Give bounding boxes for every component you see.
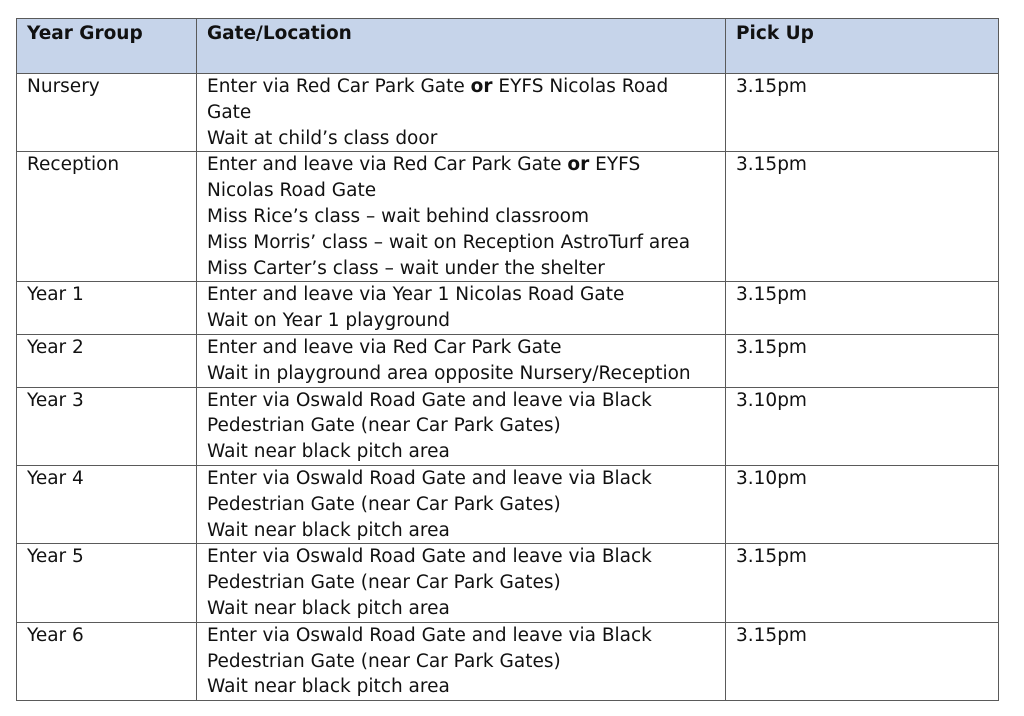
gate-line: Miss Morris’ class – wait on Reception AstroTurf area [207, 231, 691, 253]
table-row [17, 152, 999, 282]
gate-line: Wait at child’s class door [207, 127, 438, 149]
year-group-cell: Year 4 [17, 465, 197, 543]
gate-line: Miss Rice’s class – wait behind classroom [207, 205, 590, 227]
table-row [17, 622, 999, 700]
gate-line: Wait near black pitch area [207, 676, 450, 698]
header-year-group: Year Group [17, 19, 197, 74]
gate-line: Miss Carter’s class – wait under the shelter [207, 257, 605, 279]
year-group-cell: Year 5 [17, 544, 197, 622]
pick-up-cell: 3.10pm [726, 387, 999, 465]
gate-location-cell [197, 282, 726, 335]
pick-up-cell: 3.15pm [726, 282, 999, 335]
gate-line: Enter via Oswald Road Gate and leave via Black [207, 624, 652, 646]
gate-line: Enter and leave via Year 1 Nicolas Road Gate [207, 284, 625, 306]
pick-up-cell: 3.15pm [726, 544, 999, 622]
gate-line: Pedestrian Gate (near Car Park Gates) [207, 493, 561, 515]
gate-line: Wait near black pitch area [207, 519, 450, 541]
year-group-cell: Reception [17, 152, 197, 282]
gate-location-cell [197, 74, 726, 152]
year-group-cell: Year 3 [17, 387, 197, 465]
gate-line: Gate [207, 101, 252, 123]
gate-location-cell [197, 334, 726, 387]
gate-line: Pedestrian Gate (near Car Park Gates) [207, 572, 561, 594]
pick-up-cell: 3.15pm [726, 334, 999, 387]
gate-location-cell [197, 544, 726, 622]
gate-location-cell [197, 622, 726, 700]
gate-line: Wait on Year 1 playground [207, 310, 450, 332]
gate-line: Pedestrian Gate (near Car Park Gates) [207, 415, 561, 437]
gate-line: Enter and leave via Red Car Park Gate [207, 336, 562, 358]
header-gate-location: Gate/Location [197, 19, 726, 74]
pick-up-cell: 3.15pm [726, 622, 999, 700]
table-row [17, 334, 999, 387]
table-row [17, 544, 999, 622]
gate-location-cell [197, 387, 726, 465]
gate-line: Wait near black pitch area [207, 441, 450, 463]
year-group-cell: Year 1 [17, 282, 197, 335]
pick-up-cell: 3.15pm [726, 74, 999, 152]
gate-line: Wait near black pitch area [207, 597, 450, 619]
year-group-cell: Nursery [17, 74, 197, 152]
gate-line: Pedestrian Gate (near Car Park Gates) [207, 650, 561, 672]
gate-location-cell [197, 152, 726, 282]
pick-up-cell: 3.10pm [726, 465, 999, 543]
table-row [17, 282, 999, 335]
table-row [17, 74, 999, 152]
year-group-cell: Year 2 [17, 334, 197, 387]
table-row [17, 465, 999, 543]
gate-line: Wait in playground area opposite Nursery/Reception [207, 362, 691, 384]
header-pick-up: Pick Up [726, 19, 999, 74]
year-group-cell: Year 6 [17, 622, 197, 700]
table-row [17, 387, 999, 465]
pickup-table [16, 18, 999, 701]
gate-line: Enter via Oswald Road Gate and leave via Black [207, 467, 652, 489]
gate-line: Enter via Oswald Road Gate and leave via Black [207, 389, 652, 411]
gate-line: Nicolas Road Gate [207, 180, 377, 202]
gate-line: Enter via Oswald Road Gate and leave via Black [207, 546, 652, 568]
gate-location-cell [197, 465, 726, 543]
table-header-row [17, 19, 999, 74]
gate-line: Enter and leave via Red Car Park Gate or EYFS [207, 154, 641, 176]
gate-line: Enter via Red Car Park Gate or EYFS Nicolas Road [207, 76, 669, 97]
pick-up-cell: 3.15pm [726, 152, 999, 282]
